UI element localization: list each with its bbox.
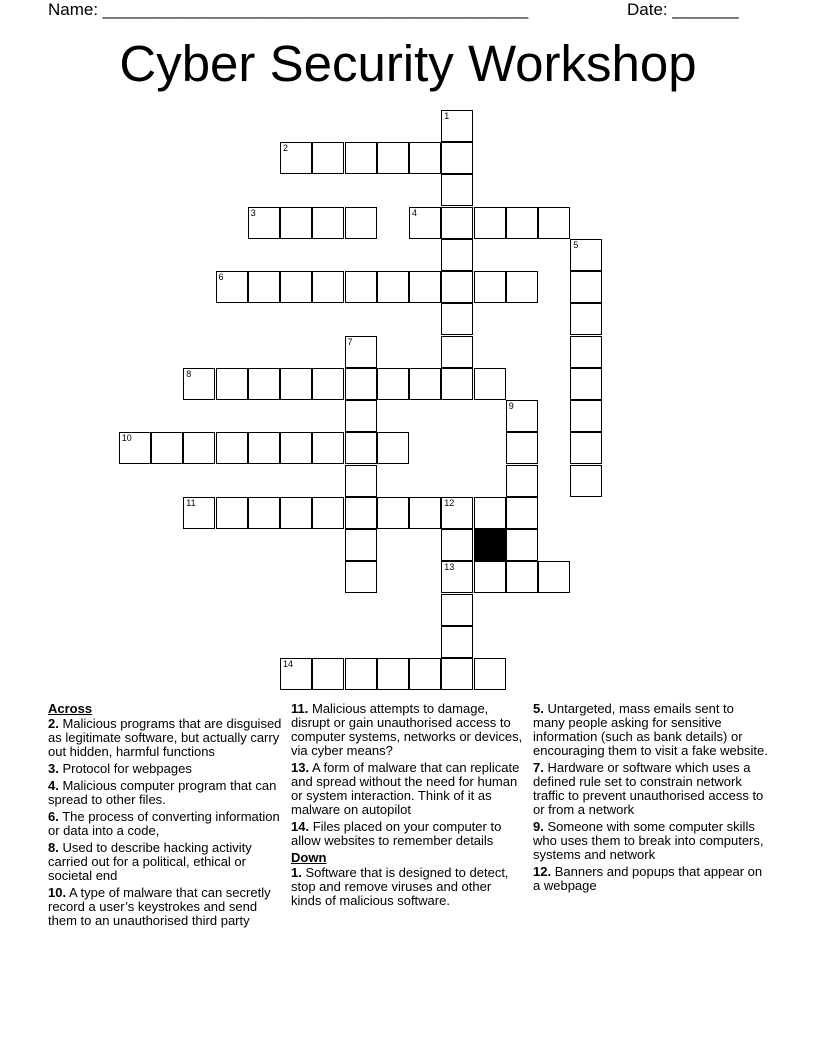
grid-cell[interactable] <box>377 658 409 690</box>
clue-number: 11 <box>186 497 196 508</box>
grid-cell[interactable] <box>280 271 312 303</box>
grid-cell[interactable] <box>506 561 538 593</box>
grid-cell[interactable] <box>441 239 473 271</box>
name-label: Name: _____________________________________________ <box>48 0 529 19</box>
grid-cell[interactable] <box>409 368 441 400</box>
grid-cell[interactable] <box>506 271 538 303</box>
clue-across-3: 3. Protocol for webpages <box>48 761 192 776</box>
grid-cell[interactable] <box>345 529 377 561</box>
clue-number: 9 <box>508 401 514 411</box>
clue-down-12: 12. Banners and popups that appear on a webpage <box>533 864 763 893</box>
grid-cell[interactable] <box>441 174 473 206</box>
grid-cell[interactable] <box>280 497 312 529</box>
clue-number: 3 <box>250 207 256 218</box>
grid-cell[interactable] <box>216 271 248 303</box>
clue-across-4: 4. Malicious computer program that can spread to other files. <box>48 778 277 807</box>
grid-cell[interactable] <box>345 207 377 239</box>
grid-cell[interactable] <box>441 529 473 561</box>
grid-cell[interactable] <box>345 465 377 497</box>
grid-cell[interactable] <box>441 561 473 593</box>
black-cell <box>474 529 506 561</box>
clue-across-10: 10. A type of malware that can secretly record a user’s keystrokes and send them to an unauthorised third party <box>48 885 271 928</box>
grid-cell[interactable] <box>474 368 506 400</box>
grid-cell[interactable] <box>441 303 473 335</box>
grid-cell[interactable] <box>441 594 473 626</box>
grid-cell[interactable] <box>506 400 538 432</box>
clue-down-7: 7. Hardware or software which uses a defined rule set to constrain network traffic to prevent unauthorised access to or from a network <box>533 760 764 817</box>
clues-column-1 <box>48 702 282 931</box>
grid-cell[interactable] <box>280 368 312 400</box>
grid-cell[interactable] <box>506 497 538 529</box>
grid-cell[interactable] <box>248 368 280 400</box>
clue-number: 7 <box>347 336 353 347</box>
grid-cell[interactable] <box>377 142 409 174</box>
grid-cell[interactable] <box>345 142 377 174</box>
grid-cell[interactable] <box>474 561 506 593</box>
grid-cell[interactable] <box>280 142 312 174</box>
grid-cell[interactable] <box>409 207 441 239</box>
grid-cell[interactable] <box>280 432 312 464</box>
grid-cell[interactable] <box>570 336 602 368</box>
grid-cell[interactable] <box>312 432 344 464</box>
grid-cell[interactable] <box>409 142 441 174</box>
clues-column-2 <box>291 702 525 911</box>
grid-cell[interactable] <box>345 561 377 593</box>
grid-cell[interactable] <box>345 336 377 368</box>
grid-cell[interactable] <box>183 497 215 529</box>
grid-cell[interactable] <box>570 368 602 400</box>
grid-cell[interactable] <box>506 207 538 239</box>
grid-cell[interactable] <box>119 432 151 464</box>
grid-cell[interactable] <box>345 497 377 529</box>
clue-number: 14 <box>283 659 294 669</box>
grid-cell[interactable] <box>474 207 506 239</box>
clue-across-11: 11. Malicious attempts to damage, disrupt or gain unauthorised access to computer systems, networks or devices, via cyber means? <box>291 701 523 758</box>
clue-down-9: 9. Someone with some computer skills who uses them to break into computers, systems and network <box>533 819 764 862</box>
clue-number: 2 <box>283 143 289 153</box>
grid-cell[interactable] <box>570 239 602 271</box>
grid-cell[interactable] <box>312 368 344 400</box>
grid-cell[interactable] <box>151 432 183 464</box>
clue-number: 10 <box>121 433 132 444</box>
grid-cell[interactable] <box>409 271 441 303</box>
clue-down-1: 1. Software that is designed to detect, stop and remove viruses and other kinds of malicious software. <box>291 865 509 908</box>
grid-cell[interactable] <box>248 207 280 239</box>
grid-cell[interactable] <box>570 303 602 335</box>
grid-cell[interactable] <box>441 497 473 529</box>
grid-cell[interactable] <box>570 465 602 497</box>
grid-cell[interactable] <box>441 271 473 303</box>
grid-cell[interactable] <box>570 400 602 432</box>
grid-cell[interactable] <box>312 658 344 690</box>
grid-cell[interactable] <box>409 658 441 690</box>
clue-number: 5 <box>573 239 579 250</box>
grid-cell[interactable] <box>506 465 538 497</box>
grid-cell[interactable] <box>570 432 602 464</box>
grid-cell[interactable] <box>183 368 215 400</box>
grid-cell[interactable] <box>441 142 473 174</box>
grid-cell[interactable] <box>570 271 602 303</box>
grid-cell[interactable] <box>377 271 409 303</box>
grid-cell[interactable] <box>474 271 506 303</box>
grid-cell[interactable] <box>345 271 377 303</box>
grid-cell[interactable] <box>441 110 473 142</box>
grid-cell[interactable] <box>280 658 312 690</box>
clue-number: 8 <box>186 368 192 379</box>
date-label: Date: _______ <box>627 0 739 19</box>
grid-cell[interactable] <box>248 497 280 529</box>
clue-across-2: 2. Malicious programs that are disguised as legitimate software, but actually carry out hidden, harmful functions <box>48 716 282 759</box>
grid-cell[interactable] <box>248 432 280 464</box>
grid-cell[interactable] <box>345 400 377 432</box>
clue-across-6: 6. The process of converting information or data into a code, <box>48 809 280 838</box>
grid-cell[interactable] <box>216 497 248 529</box>
grid-cell[interactable] <box>216 432 248 464</box>
grid-cell[interactable] <box>216 368 248 400</box>
grid-cell[interactable] <box>345 368 377 400</box>
clue-down-5: 5. Untargeted, mass emails sent to many people asking for sensitive information (such as bank details) or encouraging them to visit a fake website. <box>533 701 768 758</box>
clue-across-13: 13. A form of malware that can replicate and spread without the need for human or system interaction. Think of it as malware on autopilot <box>291 760 520 817</box>
grid-cell[interactable] <box>538 561 570 593</box>
grid-cell[interactable] <box>441 658 473 690</box>
grid-cell[interactable] <box>538 207 570 239</box>
clue-number: 12 <box>444 497 455 508</box>
grid-cell[interactable] <box>474 497 506 529</box>
page-title: Cyber Security Workshop <box>119 35 697 92</box>
grid-cell[interactable] <box>377 497 409 529</box>
grid-cell[interactable] <box>441 336 473 368</box>
grid-cell[interactable] <box>377 432 409 464</box>
clue-number: 1 <box>444 110 450 121</box>
across-heading: Across <box>48 701 93 716</box>
clue-number: 6 <box>218 272 224 282</box>
grid-cell[interactable] <box>441 626 473 658</box>
clues-column-3 <box>533 702 769 896</box>
grid-cell[interactable] <box>506 529 538 561</box>
grid-cell[interactable] <box>248 271 280 303</box>
clue-number: 13 <box>444 562 455 573</box>
grid-cell[interactable] <box>474 658 506 690</box>
grid-cell[interactable] <box>345 658 377 690</box>
clue-number: 4 <box>412 207 418 218</box>
grid-cell[interactable] <box>312 271 344 303</box>
grid-cell[interactable] <box>312 497 344 529</box>
grid-cell[interactable] <box>312 142 344 174</box>
grid-cell[interactable] <box>409 497 441 529</box>
grid-cell[interactable] <box>312 207 344 239</box>
grid-cell[interactable] <box>441 368 473 400</box>
grid-cell[interactable] <box>183 432 215 464</box>
grid-cell[interactable] <box>506 432 538 464</box>
clue-across-8: 8. Used to describe hacking activity carried out for a political, ethical or societal end <box>48 840 252 883</box>
grid-cell[interactable] <box>280 207 312 239</box>
grid-cell[interactable] <box>377 368 409 400</box>
grid-cell[interactable] <box>441 207 473 239</box>
down-heading: Down <box>291 850 327 865</box>
grid-cell[interactable] <box>345 432 377 464</box>
clue-across-14: 14. Files placed on your computer to allow websites to remember details <box>291 819 502 848</box>
